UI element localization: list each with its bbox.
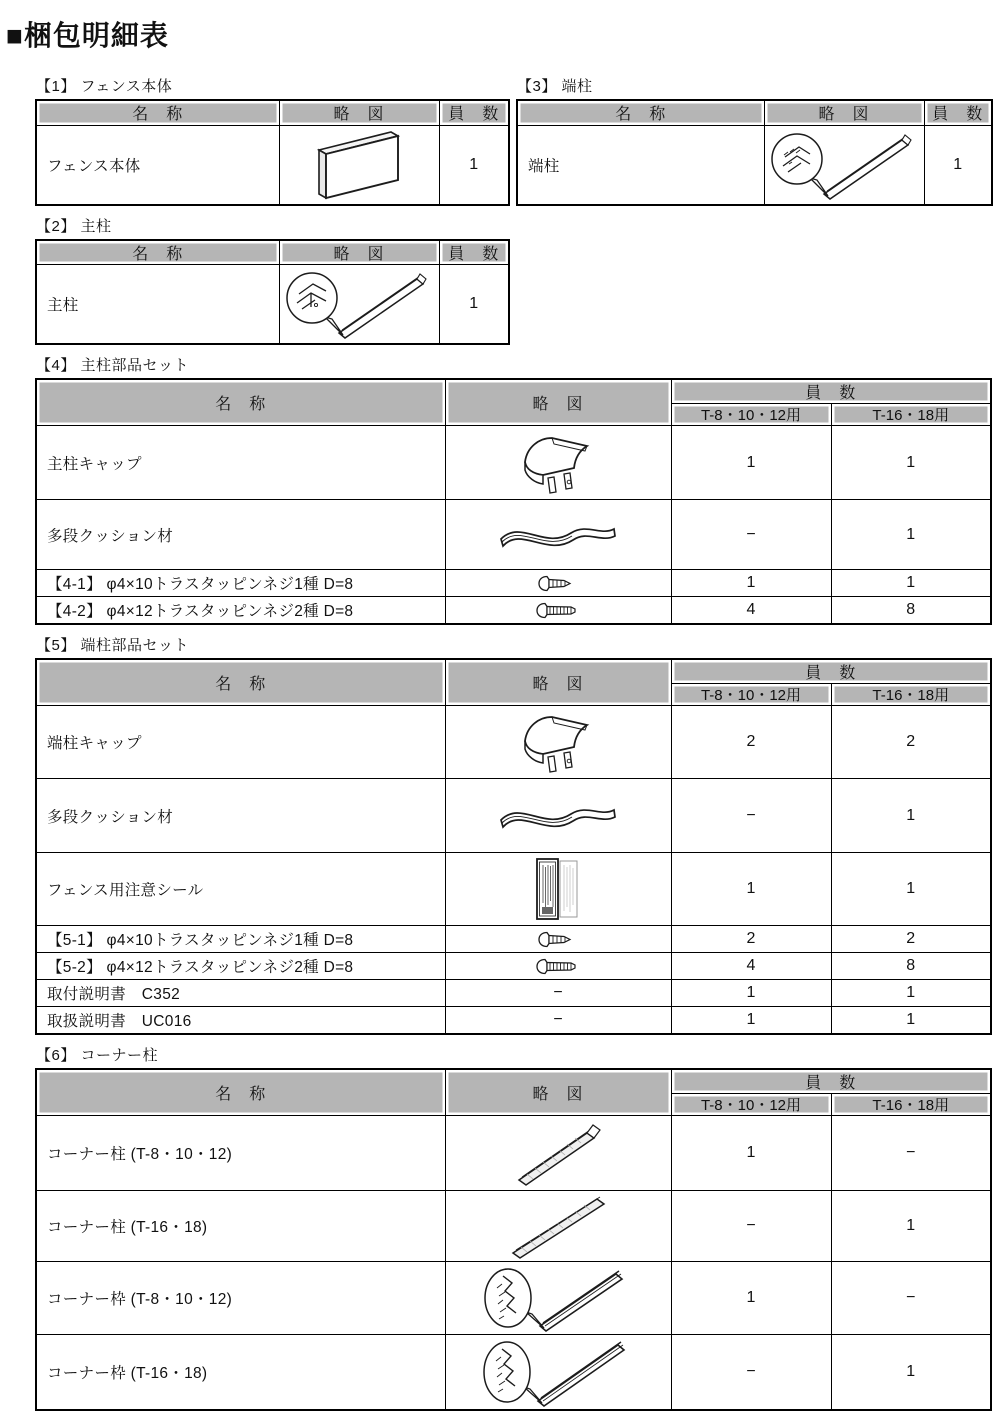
cushion-strip-diagram (495, 796, 621, 836)
part-name: コーナー柱 (T-16・18) (36, 1191, 445, 1262)
col-header-name: 名 称 (517, 100, 764, 125)
qty-value: 2 (831, 706, 991, 779)
qty-value: − (831, 1116, 991, 1191)
part-name: 【4-1】 φ4×10トラスタッピンネジ1種 D=8 (36, 570, 445, 597)
part-name: フェンス本体 (36, 125, 279, 205)
caution-seal-diagram (522, 855, 594, 923)
part-name: 【5-2】 φ4×12トラスタッピンネジ2種 D=8 (36, 953, 445, 980)
truss-screw-type2-diagram (535, 602, 581, 619)
col-header-qty: 員 数 (671, 379, 991, 404)
qty-value: 4 (671, 597, 831, 625)
corner-post-short-diagram (483, 1118, 633, 1188)
part-name: フェンス用注意シール (36, 853, 445, 926)
col-header-diagram: 略 図 (445, 659, 671, 706)
qty-value: 1 (671, 1116, 831, 1191)
diagram-cell (445, 500, 671, 570)
diagram-cell (445, 926, 671, 953)
diagram-cell (445, 570, 671, 597)
col-header-qty-t8-10-12: T-8・10・12用 (671, 1094, 831, 1116)
part-name: 多段クッション材 (36, 500, 445, 570)
qty-value: 1 (831, 853, 991, 926)
col-header-diagram: 略 図 (279, 100, 439, 125)
col-header-qty-t8-10-12: T-8・10・12用 (671, 684, 831, 706)
table-fence-body (35, 99, 510, 206)
table-row (36, 980, 991, 1007)
qty-value: 1 (671, 1262, 831, 1335)
table-1-caption: 【1】 フェンス本体 (36, 78, 173, 95)
diagram-cell (445, 1191, 671, 1262)
qty-value: 8 (831, 597, 991, 625)
corner-post-long-diagram (483, 1193, 633, 1259)
qty-value: − (831, 1262, 991, 1335)
qty-value: 1 (439, 265, 509, 345)
col-header-qty-t8-10-12: T-8・10・12用 (671, 404, 831, 426)
qty-value: 4 (671, 953, 831, 980)
diagram-cell (445, 853, 671, 926)
col-header-diagram: 略 図 (445, 1069, 671, 1116)
table-row (36, 779, 991, 853)
end-post-diagram (768, 128, 920, 202)
table-row (36, 500, 991, 570)
table-5-caption: 【5】 端柱部品セット (36, 637, 190, 654)
qty-value: 1 (671, 426, 831, 500)
col-header-name: 名 称 (36, 379, 445, 426)
qty-value: 1 (671, 980, 831, 1007)
qty-value: 1 (671, 1007, 831, 1035)
table-6-block (35, 1044, 1000, 1411)
table-row (36, 1007, 991, 1035)
part-name: 取付説明書 C352 (36, 980, 445, 1007)
diagram-cell (445, 597, 671, 625)
part-name: 取扱説明書 UC016 (36, 1007, 445, 1035)
table-row (36, 926, 991, 953)
qty-value: 1 (439, 125, 509, 205)
col-header-qty-t16-18: T-16・18用 (831, 684, 991, 706)
table-main-post (35, 239, 510, 346)
qty-value: 1 (831, 1007, 991, 1035)
part-name: 【5-1】 φ4×10トラスタッピンネジ1種 D=8 (36, 926, 445, 953)
col-header-diagram: 略 図 (445, 379, 671, 426)
col-header-qty: 員 数 (671, 1069, 991, 1094)
diagram-dash: − (445, 1007, 671, 1035)
post-cap-diagram (512, 708, 604, 776)
table-1-block (35, 66, 508, 206)
diagram-cell (445, 1335, 671, 1411)
col-header-name: 名 称 (36, 659, 445, 706)
qty-value: 1 (831, 1335, 991, 1411)
table-row (36, 265, 509, 345)
part-name: 主柱キャップ (36, 426, 445, 500)
table-3-caption: 【3】 端柱 (517, 78, 593, 95)
part-name: 主柱 (36, 265, 279, 345)
qty-value: 8 (831, 953, 991, 980)
part-name: 端柱キャップ (36, 706, 445, 779)
truss-screw-type2-diagram (535, 958, 581, 975)
diagram-cell (279, 125, 439, 205)
col-header-name: 名 称 (36, 1069, 445, 1116)
qty-value: 1 (831, 779, 991, 853)
table-row (36, 853, 991, 926)
fence-panel-diagram (307, 128, 411, 202)
part-name: 端柱 (517, 125, 764, 205)
col-header-qty-t16-18: T-16・18用 (831, 1094, 991, 1116)
table-main-post-parts (35, 378, 992, 625)
table-6-caption: 【6】 コーナー柱 (36, 1047, 159, 1064)
table-2-caption: 【2】 主柱 (36, 217, 112, 235)
col-header-qty: 員 数 (671, 659, 991, 684)
table-4-block (35, 354, 1000, 625)
diagram-cell (445, 1116, 671, 1191)
col-header-qty: 員 数 (924, 100, 992, 125)
diagram-cell (764, 125, 924, 205)
table-row (36, 706, 991, 779)
qty-value: 2 (831, 926, 991, 953)
part-name: コーナー枠 (T-16・18) (36, 1335, 445, 1411)
qty-value: − (671, 500, 831, 570)
page-title: ■梱包明細表 (6, 20, 169, 51)
table-row (36, 597, 991, 625)
qty-value: 2 (671, 706, 831, 779)
qty-value: 1 (831, 1191, 991, 1262)
qty-value: 1 (671, 570, 831, 597)
diagram-dash: − (445, 980, 671, 1007)
qty-value: 1 (831, 426, 991, 500)
table-4-caption: 【4】 主柱部品セット (36, 357, 190, 374)
qty-value: − (671, 779, 831, 853)
part-name: コーナー柱 (T-8・10・12) (36, 1116, 445, 1191)
table-row (36, 1335, 991, 1411)
cushion-strip-diagram (495, 515, 621, 555)
qty-value: − (671, 1335, 831, 1411)
diagram-cell (445, 426, 671, 500)
table-row (36, 125, 509, 205)
qty-value: 1 (671, 853, 831, 926)
diagram-cell (445, 953, 671, 980)
corner-frame-diagram (478, 1337, 638, 1407)
table-row (517, 125, 992, 205)
qty-value: 1 (831, 980, 991, 1007)
post-cap-diagram (512, 429, 604, 497)
truss-screw-type1-diagram (537, 931, 579, 948)
qty-value: 1 (924, 125, 992, 205)
table-row (36, 1116, 991, 1191)
table-row (36, 953, 991, 980)
diagram-cell (279, 265, 439, 345)
col-header-name: 名 称 (36, 240, 279, 265)
table-row (36, 1191, 991, 1262)
table-row (36, 1262, 991, 1335)
top-tables-row (35, 66, 1000, 206)
table-row (36, 426, 991, 500)
qty-value: − (671, 1191, 831, 1262)
col-header-qty: 員 数 (439, 100, 509, 125)
table-3-block (516, 66, 991, 206)
col-header-qty: 員 数 (439, 240, 509, 265)
qty-value: 2 (671, 926, 831, 953)
diagram-cell (445, 779, 671, 853)
part-name: 【4-2】 φ4×12トラスタッピンネジ2種 D=8 (36, 597, 445, 625)
table-5-block (35, 634, 1000, 1035)
qty-value: 1 (831, 570, 991, 597)
col-header-diagram: 略 図 (764, 100, 924, 125)
diagram-cell (445, 706, 671, 779)
col-header-diagram: 略 図 (279, 240, 439, 265)
corner-frame-diagram (478, 1264, 638, 1332)
col-header-qty-t16-18: T-16・18用 (831, 404, 991, 426)
main-post-diagram (283, 267, 435, 341)
part-name: コーナー枠 (T-8・10・12) (36, 1262, 445, 1335)
diagram-cell (445, 1262, 671, 1335)
table-end-post (516, 99, 993, 206)
table-row (36, 570, 991, 597)
table-end-post-parts (35, 658, 992, 1035)
table-corner-post (35, 1068, 992, 1411)
col-header-name: 名 称 (36, 100, 279, 125)
truss-screw-type1-diagram (537, 575, 579, 592)
part-name: 多段クッション材 (36, 779, 445, 853)
table-2-block (35, 215, 1000, 346)
qty-value: 1 (831, 500, 991, 570)
